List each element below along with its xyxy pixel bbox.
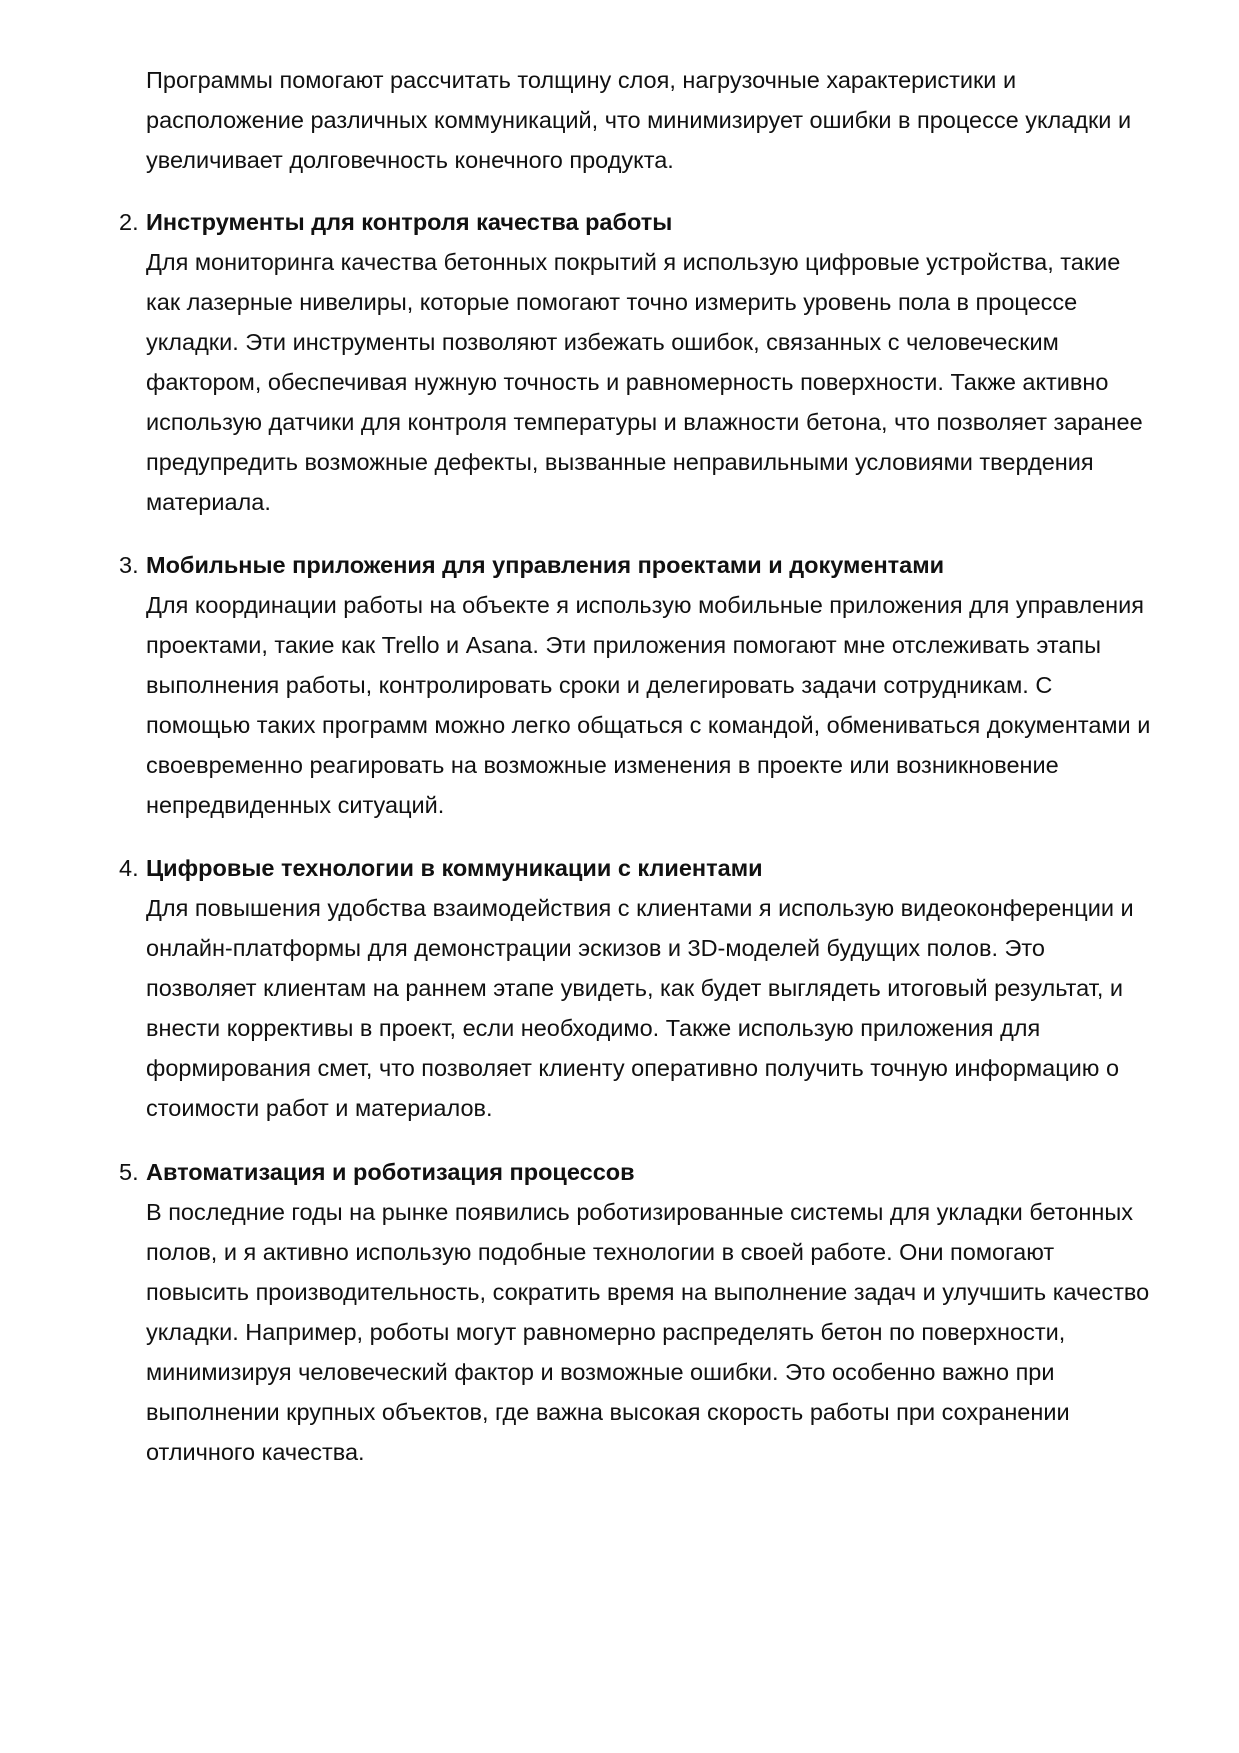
list-item-body: Для повышения удобства взаимодействия с клиентами я использую видеоконференции и онлайн-платформы для демонстрации эскизов и 3D-моделей будущих полов. Это позволяет клиентам на раннем этапе увидеть, как будет выглядеть итоговый результат, и внести коррективы в проект, если необходимо. Также использую приложения для формирования смет, что позволяет клиенту оперативно получить точную информацию о стоимости работ и материалов. [146,895,1134,1121]
list-item-number: 2. [119,209,139,235]
list-item-number: 5. [119,1159,139,1185]
list-item-body: Для координации работы на объекте я использую мобильные приложения для управления проектами, такие как Trello и Asana. Эти приложения помогают мне отслеживать этапы выполнения работы, контролировать сроки и делегировать задачи сотрудникам. С помощью таких программ можно легко общаться с командой, обмениваться документами и своевременно реагировать на возможные изменения в проекте или возникновение непредвиденных ситуаций. [146,592,1151,818]
list-item-number: 4. [119,855,139,881]
intro-paragraph: Программы помогают рассчитать толщину слоя, нагрузочные характеристики и расположение различных коммуникаций, что минимизирует ошибки в процессе укладки и увеличивает долговечность конечного продукта. [146,67,1132,173]
list-item-body: Для мониторинга качества бетонных покрытий я использую цифровые устройства, такие как лазерные нивелиры, которые помогают точно измерить уровень пола в процессе укладки. Эти инструменты позволяют избежать ошибок, связанных с человеческим фактором, обеспечивая нужную точность и равномерность поверхности. Также активно использую датчики для контроля температуры и влажности бетона, что позволяет заранее предупредить возможные дефекты, вызванные неправильными условиями твердения материала. [146,249,1143,515]
list-item-body: В последние годы на рынке появились роботизированные системы для укладки бетонных полов, и я активно использую подобные технологии в своей работе. Они помогают повысить производительность, сократить время на выполнение задач и улучшить качество укладки. Например, роботы могут равномерно распределять бетон по поверхности, минимизируя человеческий фактор и возможные ошибки. Это особенно важно при выполнении крупных объектов, где важна высокая скорость работы при сохранении отличного качества. [146,1199,1150,1465]
list-item [119,1152,1156,1472]
list-item [119,545,1156,825]
list-item-title: Цифровые технологии в коммуникации с клиентами [146,855,763,881]
list-item-number: 3. [119,552,139,578]
list-item [119,848,1156,1128]
list-item-title: Мобильные приложения для управления проектами и документами [146,552,945,578]
list-item [119,202,1156,522]
list-item-title: Автоматизация и роботизация процессов [146,1159,635,1185]
list-item-title: Инструменты для контроля качества работы [146,209,673,235]
